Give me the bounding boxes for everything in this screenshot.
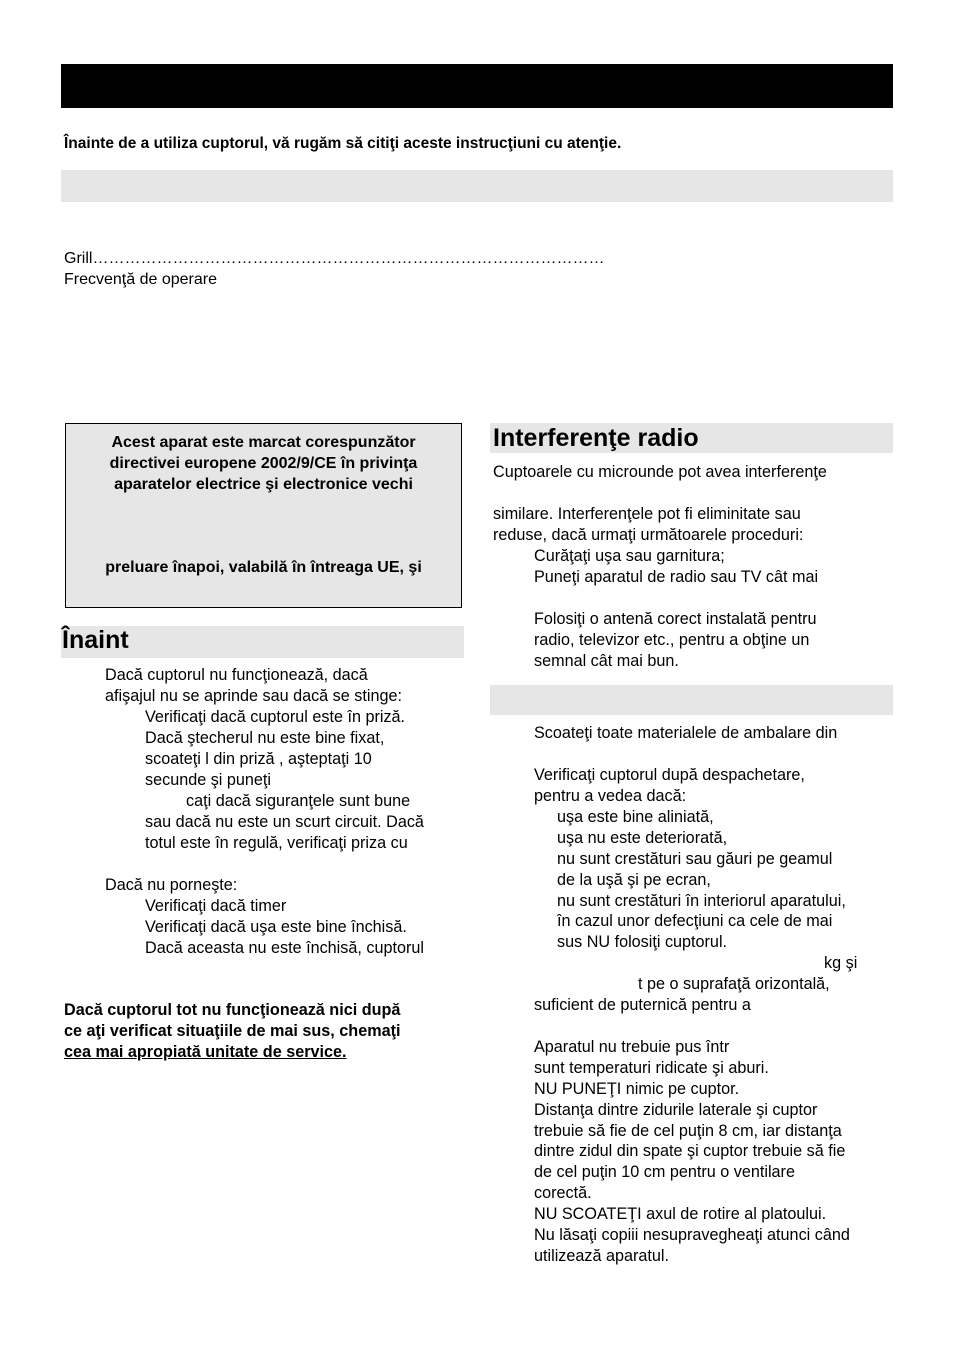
install-line: nu sunt crestături sau găuri pe geamul xyxy=(557,850,833,868)
install-line: t pe o suprafaţă orizontală, xyxy=(638,975,830,993)
note-line: preluare înapoi, valabilă în întreaga UE, şi xyxy=(105,559,422,576)
install-line: sus NU folosiţi cuptorul. xyxy=(557,933,728,951)
left-line: Dacă ştecherul nu este bine fixat, xyxy=(145,729,385,747)
install-line: Distanţa dintre zidurile laterale şi cuptor xyxy=(534,1101,818,1119)
left-line: Dacă cuptorul nu funcţionează, dacă xyxy=(105,666,368,684)
install-line: corectă. xyxy=(534,1184,592,1202)
service-note-line: ce aţi verificat situaţiile de mai sus, chemaţi xyxy=(64,1022,401,1040)
spec-grill: Grill…………………………………………………………………………………… xyxy=(64,250,605,267)
install-line: NU PUNEŢI nimic pe cuptor. xyxy=(534,1080,740,1098)
service-note-line: cea mai apropiată unitate de service. xyxy=(64,1043,347,1061)
title-bar xyxy=(61,64,893,108)
radio-line: Curăţaţi uşa sau garnitura; xyxy=(534,547,725,565)
install-line: în cazul unor defecţiuni ca cele de mai xyxy=(557,912,833,930)
radio-line: semnal cât mai bun. xyxy=(534,652,679,670)
left-line: Dacă nu porneşte: xyxy=(105,876,238,894)
note-line: directivei europene 2002/9/CE în privinţa xyxy=(109,455,418,472)
intro-text: Înainte de a utiliza cuptorul, vă rugăm să citiţi aceste instrucţiuni cu atenţie. xyxy=(64,135,622,152)
install-line: kg şi xyxy=(824,954,858,972)
install-line: trebuie să fie de cel puţin 8 cm, iar distanţa xyxy=(534,1122,842,1140)
left-line: totul este în regulă, verificaţi priza cu xyxy=(145,834,408,852)
radio-line: Folosiţi o antenă corect instalată pentru xyxy=(534,610,817,628)
left-line: scoateţi l din priză , aşteptaţi 10 xyxy=(145,750,372,768)
install-line: NU SCOATEŢI axul de rotire al platoului. xyxy=(534,1205,827,1223)
install-line: pentru a vedea dacă: xyxy=(534,787,687,805)
install-line: Scoateţi toate materialele de ambalare din xyxy=(534,724,838,742)
left-line: sau dacă nu este un scurt circuit. Dacă xyxy=(145,813,424,831)
install-line: utilizează aparatul. xyxy=(534,1247,669,1265)
install-line: dintre zidul din spate şi cuptor trebuie să fie xyxy=(534,1142,846,1160)
left-line: afişajul nu se aprinde sau dacă se stinge: xyxy=(105,687,402,705)
install-line: Verificaţi cuptorul după despachetare, xyxy=(534,766,805,784)
left-line: secunde şi puneţi xyxy=(145,771,271,789)
specs-header-bar xyxy=(61,170,893,202)
install-line: suficient de puternică pentru a xyxy=(534,996,751,1014)
left-line: caţi dacă siguranţele sunt bune xyxy=(186,792,411,810)
spec-frequency: Frecvenţă de operare xyxy=(64,271,217,288)
install-line: nu sunt crestături în interiorul aparatului, xyxy=(557,892,846,910)
radio-line: reduse, dacă urmaţi următoarele proceduri: xyxy=(493,526,804,544)
note-line: Acest aparat este marcat corespunzător xyxy=(111,434,416,451)
install-heading-bar xyxy=(490,685,893,715)
install-line: uşa este bine aliniată, xyxy=(557,808,714,826)
install-line: uşa nu este deteriorată, xyxy=(557,829,728,847)
radio-line: radio, televizor etc., pentru a obţine un xyxy=(534,631,810,649)
left-line: Verificaţi dacă cuptorul este în priză. xyxy=(145,708,406,726)
radio-line: Puneţi aparatul de radio sau TV cât mai xyxy=(534,568,819,586)
weee-note-box xyxy=(65,423,462,608)
install-line: sunt temperaturi ridicate şi aburi. xyxy=(534,1059,769,1077)
left-line: Verificaţi dacă uşa este bine închisă. xyxy=(145,918,407,936)
left-line: Dacă aceasta nu este închisă, cuptorul xyxy=(145,939,424,957)
radio-line: similare. Interferenţele pot fi eliminitate sau xyxy=(493,505,801,523)
install-line: de la uşă şi pe ecran, xyxy=(557,871,711,889)
install-line: Nu lăsaţi copiii nesupravegheaţi atunci când xyxy=(534,1226,850,1244)
radio-line: Cuptoarele cu microunde pot avea interferenţe xyxy=(493,463,827,481)
service-note-line: Dacă cuptorul tot nu funcţionează nici după xyxy=(64,1001,401,1019)
troubleshoot-heading: Înaint xyxy=(62,626,129,654)
note-line: aparatelor electrice şi electronice vechi xyxy=(114,476,413,493)
install-line: Aparatul nu trebuie pus într xyxy=(534,1038,730,1056)
left-line: Verificaţi dacă timer xyxy=(145,897,287,915)
radio-heading: Interferenţe radio xyxy=(493,424,699,452)
install-line: de cel puţin 10 cm pentru o ventilare xyxy=(534,1163,795,1181)
